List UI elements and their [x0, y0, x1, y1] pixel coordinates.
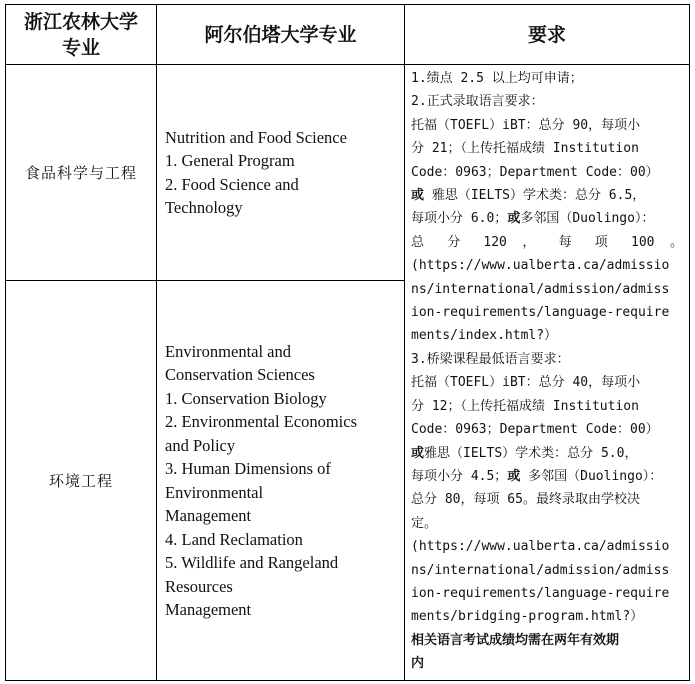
requirement-url-line: ion-requirements/language-require — [411, 305, 670, 321]
requirement-line: 分 21；（上传托福成绩 Institution — [411, 141, 639, 157]
ualberta-line: Management — [165, 600, 252, 619]
ualberta-line: Technology — [165, 198, 243, 217]
requirement-url-line: ns/international/admission/admiss — [411, 562, 670, 578]
table-row — [6, 65, 690, 281]
ualberta-line: 3. Human Dimensions of — [165, 459, 331, 478]
ualberta-line: Environmental and — [165, 341, 292, 361]
requirement-line: Code：0963；Department Code：00） — [411, 164, 659, 180]
requirement-text: 雅思（IELTS）学术类：总分 6.5， — [424, 188, 646, 204]
ualberta-line: Management — [165, 506, 252, 525]
ualberta-line: 1. Conservation Biology — [165, 388, 327, 408]
requirement-line: 1.绩点 2.5 以上均可申请； — [411, 71, 583, 86]
requirement-line — [411, 207, 683, 230]
requirement-line: 定。 — [411, 515, 438, 531]
ualberta-line: 2. Environmental Economics — [165, 412, 357, 431]
majors-table — [5, 4, 690, 681]
requirement-line — [411, 465, 683, 488]
requirement-text: 多邻国（Duolingo）： — [520, 468, 663, 484]
requirement-line: 总分 80，每项 65。最终录取由学校决 — [411, 492, 640, 508]
requirement-text: 每项小分 4.5； — [411, 468, 508, 484]
ualberta-line: 4. Land Reclamation — [165, 529, 303, 549]
requirement-line: Code：0963；Department Code：00） — [411, 422, 659, 438]
ualberta-line: 1. General Program — [165, 151, 295, 170]
requirement-line: 3.桥梁课程最低语言要求： — [411, 351, 570, 367]
requirements-cell — [405, 65, 690, 681]
requirement-url-line: (https://www.ualberta.ca/admissio — [411, 539, 670, 555]
requirement-url-line: ns/international/admission/admiss — [411, 281, 670, 297]
requirement-url-line: (https://www.ualberta.ca/admissio — [411, 258, 670, 274]
ualberta-line: Conservation Sciences — [165, 365, 315, 384]
requirement-text: 雅思（IELTS）学术类：总分 5.0， — [424, 445, 638, 461]
header-zafu-line2: 专业 — [61, 36, 100, 59]
header-ualberta-major: 阿尔伯塔大学专业 — [157, 5, 405, 65]
ualberta-major-environmental — [157, 281, 405, 681]
requirement-line: 托福（TOEFL）iBT：总分 40，每项小 — [411, 375, 641, 391]
requirement-line: 分 12；（上传托福成绩 Institution — [411, 398, 639, 414]
ualberta-line: and Policy — [165, 435, 236, 455]
requirement-line — [411, 184, 683, 207]
or-connector: 或 — [411, 445, 425, 461]
header-row — [6, 5, 690, 65]
requirement-text: 多邻国（Duolingo）： — [520, 211, 655, 227]
requirement-line: 总 分 120 ， 每 项 100 。 — [411, 234, 683, 250]
header-zafu-line1: 浙江农林大学 — [23, 10, 138, 33]
ualberta-major-food-science — [157, 65, 405, 281]
requirement-url-line: ion-requirements/language-require — [411, 585, 670, 601]
zafu-major-environmental-engineering: 环境工程 — [6, 281, 157, 681]
validity-note-line2: 内 — [411, 656, 425, 672]
header-zafu-major — [6, 5, 157, 65]
ualberta-line: Nutrition and Food Science — [165, 127, 347, 147]
validity-note-line1: 相关语言考试成绩均需在两年有效期 — [411, 632, 620, 648]
or-connector: 或 — [507, 468, 521, 484]
ualberta-line: 5. Wildlife and Rangeland — [165, 553, 339, 572]
or-connector: 或 — [507, 211, 521, 227]
zafu-major-food-science: 食品科学与工程 — [6, 65, 157, 281]
requirement-line: 托福（TOEFL）iBT：总分 90，每项小 — [411, 117, 641, 133]
ualberta-line: Resources — [165, 576, 233, 596]
requirement-text: 每项小分 6.0； — [411, 211, 508, 227]
requirement-line: 2.正式录取语言要求： — [411, 94, 544, 110]
requirement-url-line: ments/bridging-program.html?） — [411, 609, 644, 625]
requirement-line — [411, 442, 683, 465]
header-requirements: 要求 — [405, 5, 690, 65]
ualberta-line: 2. Food Science and — [165, 174, 299, 194]
or-connector: 或 — [411, 188, 425, 204]
requirement-url-line: ments/index.html?） — [411, 328, 558, 344]
ualberta-line: Environmental — [165, 482, 264, 502]
